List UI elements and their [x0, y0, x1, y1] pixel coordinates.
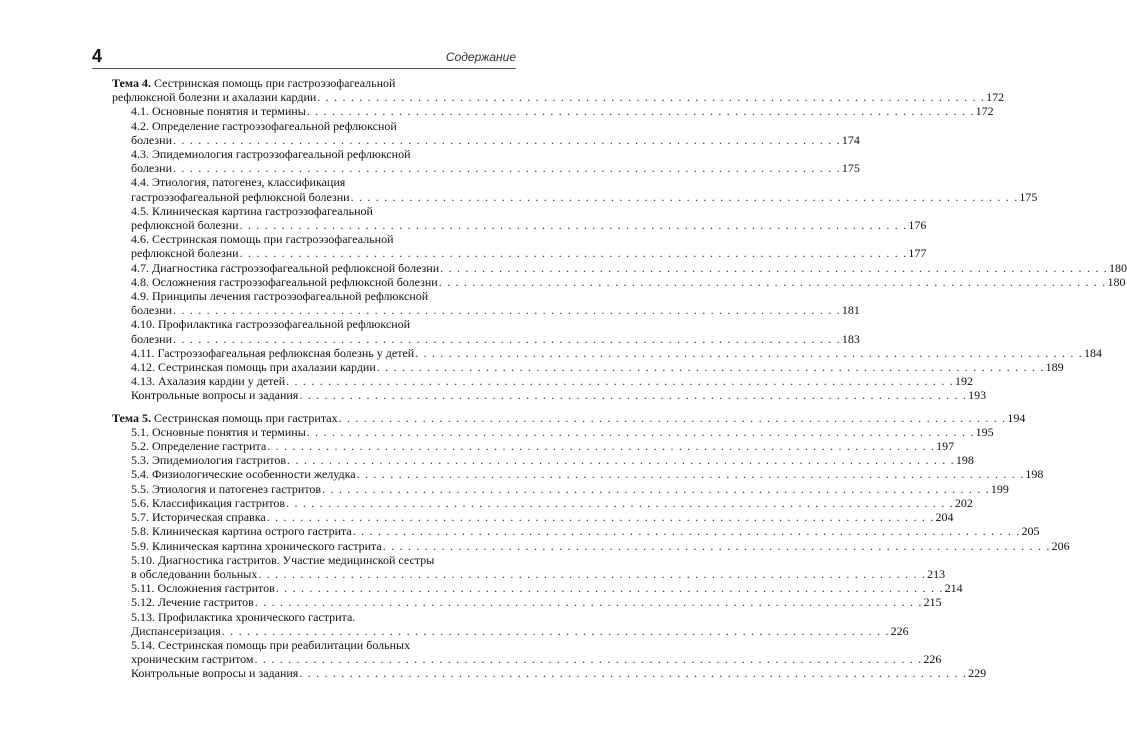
toc-last-line: [131, 439, 955, 454]
toc-last-line: [131, 104, 994, 119]
toc-entry-text: в обследовании больных: [131, 566, 258, 581]
page-ref: 195: [975, 424, 994, 439]
dot-leader: . . . . . . . . . . . . . . . . . . . . . . . . . . . . . . . . . . . . . . . . . . . . . . . . . . . . . . . . . . . . . . . . . . . . . . . . . . . . . . . .: [173, 331, 841, 346]
page-ref: 174: [841, 132, 860, 147]
header-rule: [92, 68, 516, 69]
toc-entry-text: рефлюксной болезни: [131, 218, 239, 233]
toc-entry-text: болезни: [131, 161, 172, 176]
dot-leader: . . . . . . . . . . . . . . . . . . . . . . . . . . . . . . . . . . . . . . . . . . . . . . . . . . . . . . . . . . . . . . . . . . . . . . . . . . . . . . . .: [239, 246, 908, 261]
toc-entry-text: 4.7. Диагностика гастроэзофагеальной рефлюксной болезни: [131, 260, 440, 275]
page-ref: 172: [986, 90, 1005, 105]
toc-line: 5.14. Сестринская помощь при реабилитации больных: [131, 637, 411, 652]
toc-line: 4.4. Этиология, патогенез, классификация: [131, 175, 346, 190]
dot-leader: . . . . . . . . . . . . . . . . . . . . . . . . . . . . . . . . . . . . . . . . . . . . . . . . . . . . . . . . . . . . . . . . . . . . . . . . . . . . . . . .: [254, 652, 923, 667]
toc-item[interactable]: [112, 495, 973, 510]
page-ref: 192: [954, 374, 973, 389]
toc-entry-text: рефлюксной болезни: [131, 246, 239, 261]
dot-leader: . . . . . . . . . . . . . . . . . . . . . . . . . . . . . . . . . . . . . . . . . . . . . . . . . . . . . . . . . . . . . . . . . . . . . . . . . . . . . . . .: [317, 90, 986, 105]
dot-leader: . . . . . . . . . . . . . . . . . . . . . . . . . . . . . . . . . . . . . . . . . . . . . . . . . . . . . . . . . . . . . . . . . . . . . . . . . . . . . . . .: [338, 410, 1007, 425]
topic-heading: [112, 410, 1026, 425]
dot-leader: . . . . . . . . . . . . . . . . . . . . . . . . . . . . . . . . . . . . . . . . . . . . . . . . . . . . . . . . . . . . . . . . . . . . . . . . . . . . . . . .: [356, 467, 1025, 482]
toc-entry-text: 4.1. Основные понятия и термины: [131, 104, 306, 119]
toc-entry-text: рефлюксной болезни и ахалазии кардии: [112, 90, 317, 105]
toc-last-line: [112, 90, 1005, 105]
toc-entry-text: болезни: [131, 303, 172, 318]
toc-line: Тема 4. Сестринская помощь при гастроэзофагеальной: [112, 76, 396, 90]
page-ref: 175: [841, 161, 860, 176]
page-ref: 189: [1045, 360, 1064, 375]
toc-last-line: [131, 218, 927, 233]
toc-entry-text: болезни: [131, 331, 172, 346]
page-ref: 198: [955, 453, 974, 468]
toc-item[interactable]: [112, 374, 973, 389]
toc-item[interactable]: [112, 345, 1103, 360]
toc-entry-text: 5.12. Лечение гастритов: [131, 595, 254, 610]
page-ref: 172: [975, 104, 994, 119]
dot-leader: . . . . . . . . . . . . . . . . . . . . . . . . . . . . . . . . . . . . . . . . . . . . . . . . . . . . . . . . . . . . . . . . . . . . . . . . . . . . . . . .: [173, 161, 841, 176]
toc-entry-text: 4.12. Сестринская помощь при ахалазии кардии: [131, 360, 376, 375]
toc-item[interactable]: [112, 360, 1064, 375]
toc-item[interactable]: [112, 104, 994, 119]
toc-line: 4.9. Принципы лечения гастроэзофагеальной рефлюксной: [131, 289, 429, 304]
page-number: 4: [92, 46, 103, 66]
page-ref: 180: [1107, 274, 1126, 289]
toc-line: 4.5. Клиническая картина гастроэзофагеальной: [131, 203, 373, 218]
dot-leader: . . . . . . . . . . . . . . . . . . . . . . . . . . . . . . . . . . . . . . . . . . . . . . . . . . . . . . . . . . . . . . . . . . . . . . . . . . . . . . . .: [352, 524, 1021, 539]
page-ref: 198: [1025, 467, 1044, 482]
toc-item[interactable]: [112, 595, 942, 610]
toc-entry-text: Диспансеризация: [131, 623, 221, 638]
toc-item[interactable]: [112, 424, 994, 439]
dot-leader: . . . . . . . . . . . . . . . . . . . . . . . . . . . . . . . . . . . . . . . . . . . . . . . . . . . . . . . . . . . . . . . . . . . . . . . . . . . . . . . .: [266, 510, 935, 525]
toc-entry-text: 5.7. Историческая справка: [131, 510, 266, 525]
toc-item[interactable]: [112, 439, 955, 454]
dot-leader: . . . . . . . . . . . . . . . . . . . . . . . . . . . . . . . . . . . . . . . . . . . . . . . . . . . . . . . . . . . . . . . . . . . . . . . . . . . . . . . .: [287, 453, 955, 468]
dot-leader: . . . . . . . . . . . . . . . . . . . . . . . . . . . . . . . . . . . . . . . . . . . . . . . . . . . . . . . . . . . . . . . . . . . . . . . . . . . . . . . .: [382, 538, 1051, 553]
toc-entry-text: гастроэзофагеальной рефлюксной болезни: [131, 189, 350, 204]
toc-last-line: [131, 453, 974, 468]
toc-item[interactable]: [112, 581, 963, 596]
toc-line: 4.2. Определение гастроэзофагеальной рефлюксной: [131, 118, 397, 133]
toc-entry-text: 5.3. Эпидемиология гастритов: [131, 453, 287, 468]
dot-leader: . . . . . . . . . . . . . . . . . . . . . . . . . . . . . . . . . . . . . . . . . . . . . . . . . . . . . . . . . . . . . . . . . . . . . . . . . . . . . . . .: [350, 189, 1019, 204]
page-ref: 226: [890, 623, 909, 638]
page-ref: 176: [908, 218, 927, 233]
toc-entry-text: 5.2. Определение гастрита: [131, 439, 267, 454]
toc-topic: [112, 410, 1070, 681]
toc-item[interactable]: [112, 260, 1127, 275]
toc-item[interactable]: [112, 289, 860, 318]
toc-last-line: [131, 524, 1040, 539]
toc-last-line: [131, 652, 942, 667]
toc-entry-text: Контрольные вопросы и задания: [131, 666, 299, 681]
toc-last-line: [131, 481, 1009, 496]
toc-entry-text: 5.4. Физиологические особенности желудка: [131, 467, 356, 482]
toc-last-line: [112, 410, 1026, 425]
dot-leader: . . . . . . . . . . . . . . . . . . . . . . . . . . . . . . . . . . . . . . . . . . . . . . . . . . . . . . . . . . . . . . . . . . . . . . . . . . . . . . . .: [306, 424, 975, 439]
table-of-contents: [112, 76, 1127, 683]
toc-last-line: [131, 666, 987, 681]
dot-leader: . . . . . . . . . . . . . . . . . . . . . . . . . . . . . . . . . . . . . . . . . . . . . . . . . . . . . . . . . . . . . . . . . . . . . . . . . . . . . . . .: [322, 481, 990, 496]
page-ref: 204: [935, 510, 954, 525]
toc-topic: [112, 76, 1127, 403]
page-ref: 206: [1051, 538, 1070, 553]
toc-item[interactable]: [112, 552, 946, 581]
page-ref: 214: [944, 581, 963, 596]
toc-last-line: [131, 189, 1038, 204]
toc-item[interactable]: [112, 388, 987, 403]
toc-last-line: [131, 581, 963, 596]
toc-entry-text: Контрольные вопросы и задания: [131, 388, 299, 403]
toc-entry-text: 5.1. Основные понятия и термины: [131, 424, 306, 439]
toc-item[interactable]: [112, 637, 942, 667]
toc-line: 5.13. Профилактика хронического гастрита.: [131, 609, 356, 624]
toc-line: 5.10. Диагностика гастритов. Участие медицинской сестры: [131, 552, 435, 567]
toc-last-line: [131, 345, 1103, 360]
dot-leader: . . . . . . . . . . . . . . . . . . . . . . . . . . . . . . . . . . . . . . . . . . . . . . . . . . . . . . . . . . . . . . . . . . . . . . . . . . . . . . . .: [254, 595, 923, 610]
page-ref: 205: [1021, 524, 1040, 539]
toc-item[interactable]: [112, 538, 1070, 553]
toc-entry-text: 5.9. Клиническая картина хронического гастрита: [131, 538, 382, 553]
toc-item[interactable]: [112, 609, 909, 638]
page-ref: 194: [1007, 410, 1026, 425]
topic-label: Тема 5.: [112, 410, 154, 425]
toc-last-line: [131, 595, 942, 610]
dot-leader: . . . . . . . . . . . . . . . . . . . . . . . . . . . . . . . . . . . . . . . . . . . . . . . . . . . . . . . . . . . . . . . . . . . . . . . . . . . . . . . .: [438, 274, 1107, 289]
toc-entry-text: 5.5. Этиология и патогенез гастритов: [131, 481, 322, 496]
toc-item[interactable]: [112, 274, 1126, 289]
dot-leader: . . . . . . . . . . . . . . . . . . . . . . . . . . . . . . . . . . . . . . . . . . . . . . . . . . . . . . . . . . . . . . . . . . . . . . . . . . . . . . . .: [239, 218, 908, 233]
page-ref: 202: [954, 495, 973, 510]
topic-label: Тема 4.: [112, 76, 154, 90]
dot-leader: . . . . . . . . . . . . . . . . . . . . . . . . . . . . . . . . . . . . . . . . . . . . . . . . . . . . . . . . . . . . . . . . . . . . . . . . . . . . . . . .: [267, 439, 936, 454]
toc-last-line: [131, 566, 946, 581]
toc-line: 4.10. Профилактика гастроэзофагеальной рефлюксной: [131, 317, 411, 332]
topic-heading: [112, 76, 1005, 105]
page-ref: 213: [927, 566, 946, 581]
toc-entry-text: 5.11. Осложнения гастритов: [131, 581, 275, 596]
toc-entry-text: 5.6. Классификация гастритов: [131, 495, 286, 510]
page-ref: 226: [923, 652, 942, 667]
toc-last-line: [131, 260, 1127, 275]
toc-item[interactable]: [112, 467, 1044, 482]
dot-leader: . . . . . . . . . . . . . . . . . . . . . . . . . . . . . . . . . . . . . . . . . . . . . . . . . . . . . . . . . . . . . . . . . . . . . . . . . . . . . . . .: [221, 623, 890, 638]
toc-entry-text: 4.13. Ахалазия кардии у детей: [131, 374, 286, 389]
toc-last-line: [131, 510, 954, 525]
toc-last-line: [131, 374, 973, 389]
page-ref: 177: [908, 246, 927, 261]
toc-item[interactable]: [112, 524, 1040, 539]
toc-entry-text: 5.8. Клиническая картина острого гастрита: [131, 524, 352, 539]
page-ref: 181: [841, 303, 860, 318]
page-ref: 193: [968, 388, 987, 403]
dot-leader: . . . . . . . . . . . . . . . . . . . . . . . . . . . . . . . . . . . . . . . . . . . . . . . . . . . . . . . . . . . . . . . . . . . . . . . . . . . . . . . .: [258, 566, 927, 581]
toc-last-line: [131, 132, 860, 147]
toc-item[interactable]: [112, 147, 860, 176]
dot-leader: . . . . . . . . . . . . . . . . . . . . . . . . . . . . . . . . . . . . . . . . . . . . . . . . . . . . . . . . . . . . . . . . . . . . . . . . . . . . . . . .: [299, 666, 968, 681]
toc-item[interactable]: [112, 175, 1038, 204]
toc-entry-text: Тема 5. Сестринская помощь при гастритах: [112, 410, 338, 425]
dot-leader: . . . . . . . . . . . . . . . . . . . . . . . . . . . . . . . . . . . . . . . . . . . . . . . . . . . . . . . . . . . . . . . . . . . . . . . . . . . . . . . .: [440, 260, 1108, 275]
toc-entry-text: 4.8. Осложнения гастроэзофагеальной рефлюксной болезни: [131, 274, 438, 289]
toc-last-line: [131, 623, 909, 638]
toc-last-line: [131, 495, 973, 510]
toc-item[interactable]: [112, 232, 927, 261]
toc-line: 4.6. Сестринская помощь при гастроэзофагеальной: [131, 232, 394, 247]
dot-leader: . . . . . . . . . . . . . . . . . . . . . . . . . . . . . . . . . . . . . . . . . . . . . . . . . . . . . . . . . . . . . . . . . . . . . . . . . . . . . . . .: [286, 374, 954, 389]
dot-leader: . . . . . . . . . . . . . . . . . . . . . . . . . . . . . . . . . . . . . . . . . . . . . . . . . . . . . . . . . . . . . . . . . . . . . . . . . . . . . . . .: [299, 388, 968, 403]
dot-leader: . . . . . . . . . . . . . . . . . . . . . . . . . . . . . . . . . . . . . . . . . . . . . . . . . . . . . . . . . . . . . . . . . . . . . . . . . . . . . . . .: [376, 360, 1045, 375]
dot-leader: . . . . . . . . . . . . . . . . . . . . . . . . . . . . . . . . . . . . . . . . . . . . . . . . . . . . . . . . . . . . . . . . . . . . . . . . . . . . . . . .: [173, 303, 841, 318]
toc-line: 4.3. Эпидемиология гастроэзофагеальной рефлюксной: [131, 147, 411, 162]
toc-last-line: [131, 274, 1126, 289]
toc-last-line: [131, 303, 860, 318]
toc-last-line: [131, 538, 1070, 553]
page-ref: 199: [990, 481, 1009, 496]
page-header: [92, 46, 516, 72]
toc-entry-text: хроническим гастритом: [131, 652, 254, 667]
toc-item[interactable]: [112, 666, 987, 681]
toc-last-line: [131, 388, 987, 403]
toc-item[interactable]: [112, 317, 860, 346]
page-ref: 183: [841, 331, 860, 346]
dot-leader: . . . . . . . . . . . . . . . . . . . . . . . . . . . . . . . . . . . . . . . . . . . . . . . . . . . . . . . . . . . . . . . . . . . . . . . . . . . . . . . .: [173, 132, 841, 147]
dot-leader: . . . . . . . . . . . . . . . . . . . . . . . . . . . . . . . . . . . . . . . . . . . . . . . . . . . . . . . . . . . . . . . . . . . . . . . . . . . . . . . .: [275, 581, 944, 596]
page-ref: 229: [968, 666, 987, 681]
toc-item[interactable]: [112, 510, 954, 525]
page-ref: 197: [936, 439, 955, 454]
toc-last-line: [131, 331, 860, 346]
toc-last-line: [131, 424, 994, 439]
toc-entry-text: болезни: [131, 132, 172, 147]
toc-item[interactable]: [112, 203, 927, 233]
toc-last-line: [131, 161, 860, 176]
page-ref: 184: [1084, 345, 1103, 360]
toc-last-line: [131, 360, 1064, 375]
dot-leader: . . . . . . . . . . . . . . . . . . . . . . . . . . . . . . . . . . . . . . . . . . . . . . . . . . . . . . . . . . . . . . . . . . . . . . . . . . . . . . . .: [286, 495, 954, 510]
toc-entry-text: 4.11. Гастроэзофагеальная рефлюксная болезнь у детей: [131, 345, 415, 360]
dot-leader: . . . . . . . . . . . . . . . . . . . . . . . . . . . . . . . . . . . . . . . . . . . . . . . . . . . . . . . . . . . . . . . . . . . . . . . . . . . . . . . .: [306, 104, 975, 119]
toc-item[interactable]: [112, 481, 1009, 496]
page-ref: 215: [923, 595, 942, 610]
toc-item[interactable]: [112, 453, 974, 468]
dot-leader: . . . . . . . . . . . . . . . . . . . . . . . . . . . . . . . . . . . . . . . . . . . . . . . . . . . . . . . . . . . . . . . . . . . . . . . . . . . . . . . .: [415, 345, 1084, 360]
toc-item[interactable]: [112, 118, 860, 147]
toc-last-line: [131, 246, 927, 261]
running-section-title: Содержание: [445, 50, 516, 64]
page-ref: 180: [1108, 260, 1127, 275]
page-ref: 175: [1019, 189, 1038, 204]
toc-last-line: [131, 467, 1044, 482]
